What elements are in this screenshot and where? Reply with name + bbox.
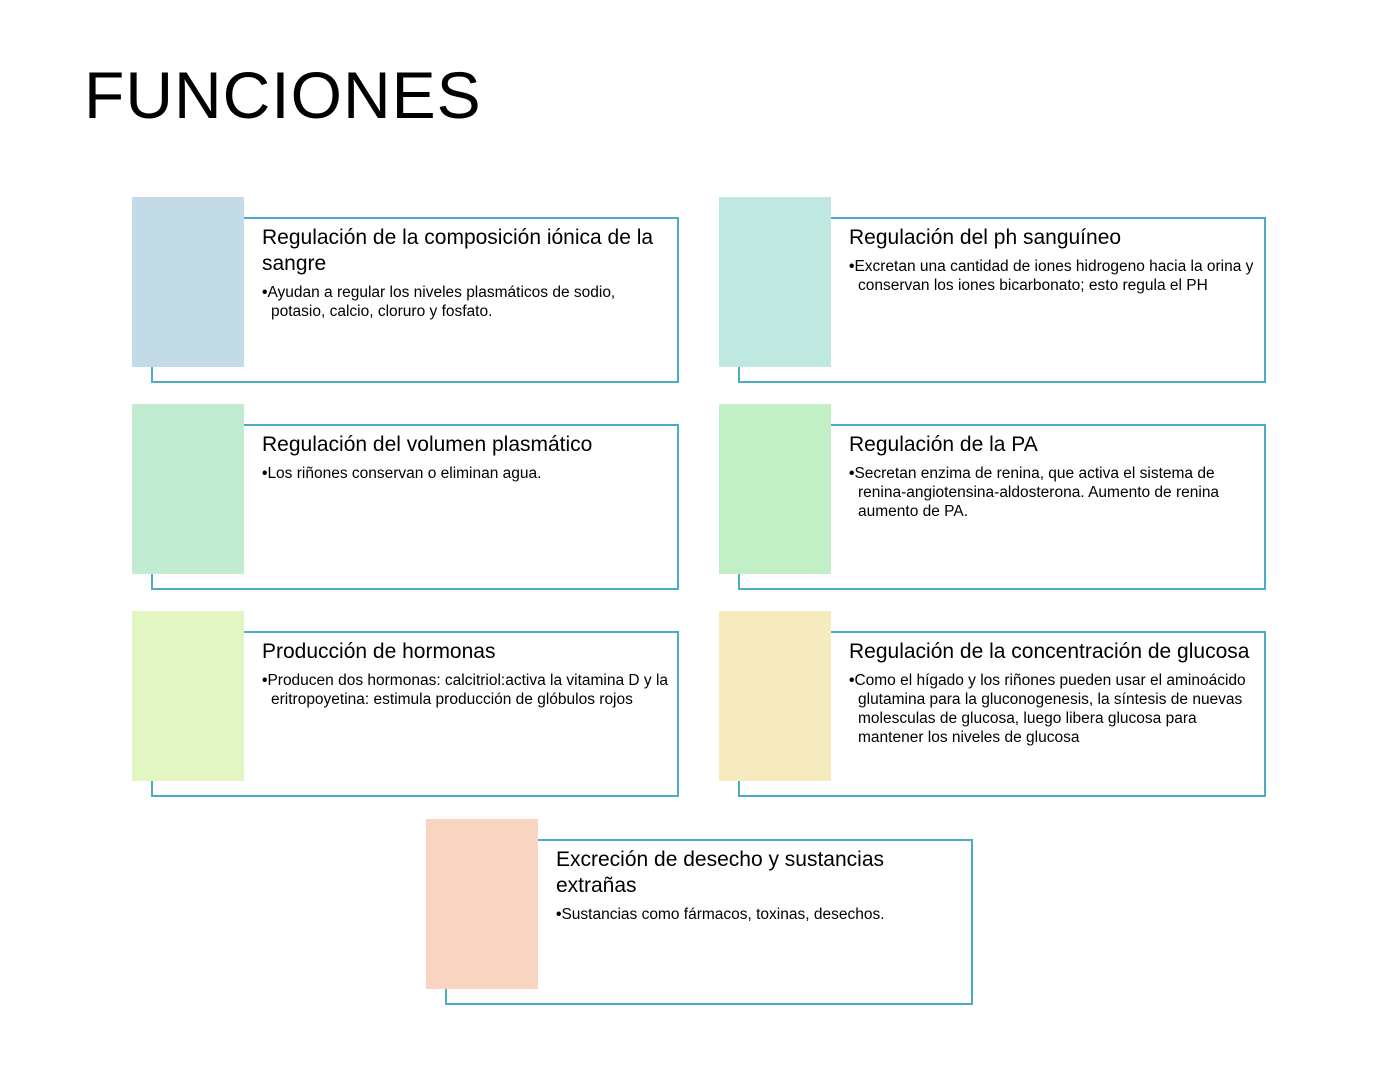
bullet-marker: • [262, 465, 268, 482]
card-color-block [719, 611, 831, 781]
card-bullet-text: •Secretan enzima de renina, que activa el sistema de renina-angiotensina-aldosterona. Aumento de renina aumento de PA. [849, 465, 1220, 520]
bullet-marker: • [849, 672, 855, 689]
function-card-plasma-volume [132, 404, 680, 592]
card-bullet-text: •Producen dos hormonas: calcitriol:activa la vitamina D y la eritropoyetina: estimula producción de glóbulos rojos [262, 672, 669, 708]
card-heading: Regulación del volumen plasmático [262, 433, 593, 456]
card-color-block [719, 404, 831, 574]
card-bullet-text: •Ayudan a regular los niveles plasmáticos de sodio, potasio, calcio, cloruro y fosfato. [262, 284, 616, 320]
card-heading: Regulación de la composición iónica de la sangre [262, 226, 654, 275]
function-card-blood-ph [719, 197, 1267, 385]
card-bullet-text: •Excretan una cantidad de iones hidrogeno hacia la orina y conservan los iones bicarbonato; esto regula el PH [849, 258, 1254, 294]
bullet-marker: • [849, 258, 855, 275]
function-card-waste-excretion [426, 819, 974, 1007]
card-color-block [132, 197, 244, 367]
card-bullet-text: •Como el hígado y los riñones pueden usar el aminoácido glutamina para la gluconogenesis, la síntesis de nuevas molesculas de glucosa, luego libera glucosa para mantener los niveles de glucosa [849, 672, 1246, 746]
function-card-blood-pressure [719, 404, 1267, 592]
card-heading: Regulación del ph sanguíneo [849, 226, 1122, 249]
card-heading: Regulación de la concentración de glucosa [849, 640, 1250, 663]
card-bullet-text: •Sustancias como fármacos, toxinas, desechos. [556, 906, 885, 923]
bullet-marker: • [556, 906, 562, 923]
bullet-marker: • [262, 672, 268, 689]
card-heading: Excreción de desecho y sustancias extrañas [556, 848, 885, 897]
card-color-block [426, 819, 538, 989]
function-card-hormone-production [132, 611, 680, 799]
card-heading: Regulación de la PA [849, 433, 1038, 456]
card-color-block [132, 404, 244, 574]
card-color-block [132, 611, 244, 781]
function-card-ionic-composition [132, 197, 680, 385]
card-heading: Producción de hormonas [262, 640, 496, 663]
card-bullet-text: •Los riñones conservan o eliminan agua. [262, 465, 542, 482]
slide-title: FUNCIONES [84, 58, 482, 132]
function-card-glucose-regulation [719, 611, 1267, 799]
bullet-marker: • [849, 465, 855, 482]
bullet-marker: • [262, 284, 268, 301]
card-color-block [719, 197, 831, 367]
